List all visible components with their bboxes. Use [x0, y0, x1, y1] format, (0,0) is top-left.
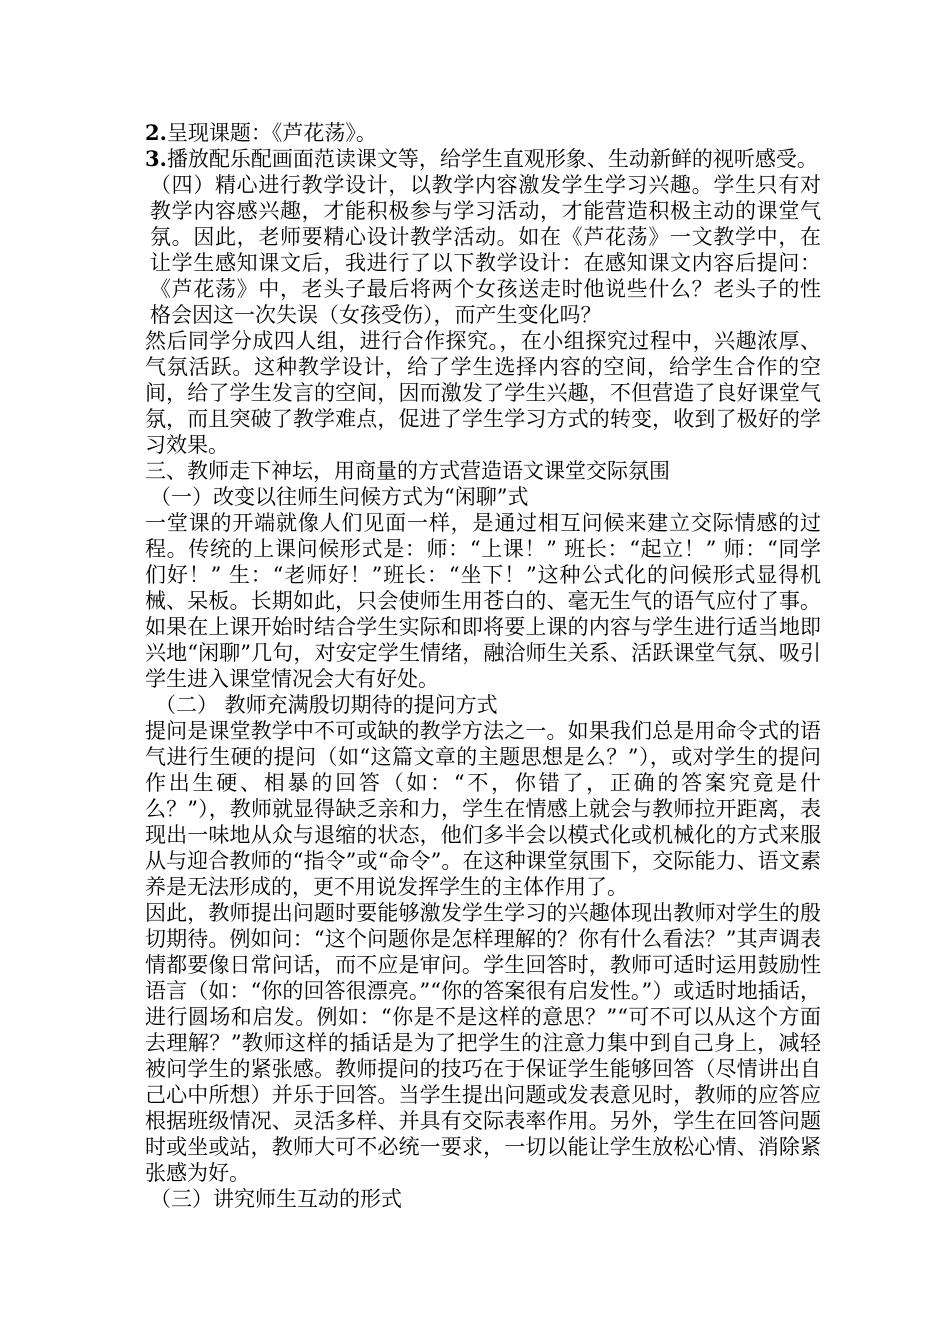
- paragraph-text: 呈现课题：《芦花荡》。: [166, 121, 377, 145]
- item-number: 3.: [145, 146, 167, 171]
- subheading-two: （二） 教师充满殷切期待的提问方式: [155, 693, 498, 717]
- subheading-one: （一）改变以往师生问候方式为“闲聊”式: [150, 485, 529, 509]
- paragraph-questioning: 提问是课堂教学中不可或缺的教学方法之一。如果我们总是用命令式的语气进行生硬的提问（如“这篇文章的主题思想是么？”），或对学生的提问作出生硬、相暴的回答（如：“不，你错了，正确的答案究竟是什么？”），教师就显得缺乏亲和力，学生在情感上就会与教师拉开距离，表现出一味地从众与退缩的状态，他们多半会以模式化或机械化的方式来服从与迎合教师的“指令”或“命令”。在这种课堂氛围下，交际能力、语文素养是无法形成的，更不用说发挥学生的主体作用了。: [145, 719, 821, 899]
- subheading-three: （三）讲究师生互动的形式: [150, 1187, 402, 1211]
- paragraph-play-audio: [145, 146, 821, 172]
- paragraph-section-four: （四）精心进行教学设计，以教学内容激发学生学习兴趣。学生只有对教学内容感兴趣，才能积极参与学习活动，才能营造积极主动的课堂气氛。因此，老师要精心设计教学活动。如在《芦花荡》一文教学中，在让学生感知课文后，我进行了以下教学设计：在感知课文内容后提问：《芦花荡》中，老头子最后将两个女孩送走时他说些什么？老头子的性格会因这一次失误（女孩受伤），而产生变化吗？: [150, 173, 821, 327]
- item-number: 2.: [145, 120, 167, 145]
- paragraph-greeting: 一堂课的开端就像人们见面一样，是通过相互问候来建立交际情感的过程。传统的上课问候形式是：师：“上课！” 班长：“起立！” 师：“同学们好！” 生：“老师好！”班长：“坐下！”这种公式化的问候形式显得机械、呆板。长期如此，只会使师生用苍白的、毫无生气的语气应付了事。如果在上课开始时结合学生实际和即将要上课的内容与学生进行适当地即兴地“闲聊”几句，对安定学生情绪，融洽师生关系、活跃课堂气氛、吸引学生进入课堂情况会大有好处。: [145, 511, 821, 691]
- document-page: [145, 120, 821, 1212]
- paragraph-expectation: 因此，教师提出问题时要能够激发学生学习的兴趣体现出教师对学生的殷切期待。例如问：“这个问题你是怎样理解的？你有什么看法？”其声调表情都要像日常问话，而不应是审问。学生回答时，教师可适时运用鼓励性语言（如：“你的回答很漂亮。”“你的答案很有启发性。”）或适时地插话，进行圆场和启发。例如：“你是不是这样的意思？”“可不可以从这个方面去理解？”教师这样的插话是为了把学生的注意力集中到自己身上，减轻被问学生的紧张感。教师提问的技巧在于保证学生能够回答（尽情讲出自己心中所想）并乐于回答。当学生提出问题或发表意见时，教师的应答应根据班级情况、灵活多样、并具有交际表率作用。另外，学生在回答问题时或坐或站，教师大可不必统一要求，一切以能让学生放松心情、消除紧张感为好。: [145, 901, 821, 1185]
- heading-section-three: 三、教师走下神坛，用商量的方式营造语文课堂交际氛围: [145, 459, 670, 483]
- paragraph-group-work: 然后同学分成四人组，进行合作探究。，在小组探究过程中，兴趣浓厚、气氛活跃。这种教学设计，给了学生选择内容的空间，给学生合作的空间，给了学生发言的空间，因而激发了学生兴趣，不但营造了良好课堂气氛，而且突破了教学难点，促进了学生学习方式的转变，收到了极好的学习效果。: [145, 329, 821, 457]
- paragraph-text: 播放配乐配画面范读课文等，给学生直观形象、生动新鲜的视听感受。: [166, 147, 818, 171]
- paragraph-present-title: [145, 120, 821, 146]
